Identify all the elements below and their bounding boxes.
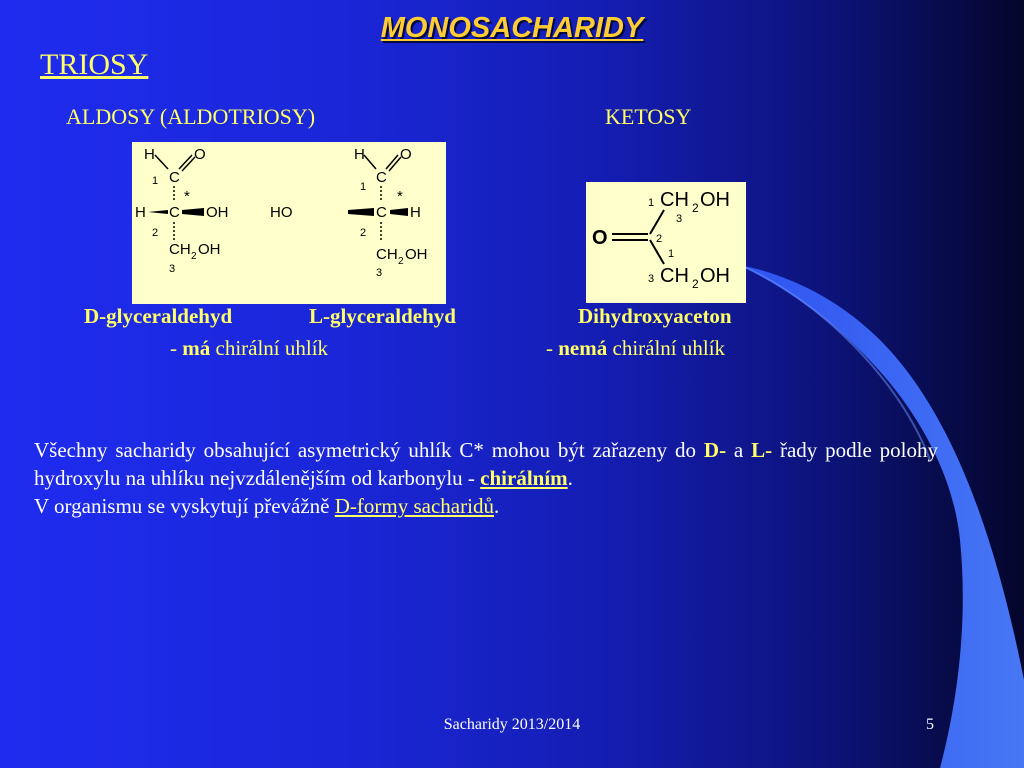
body-text-a: Všechny sacharidy obsahující asymetrický uhlík C* mohou být zařazeny do xyxy=(34,438,704,462)
atom-h: H xyxy=(354,146,365,163)
note-bold: má xyxy=(182,336,211,360)
body-text-c: řady podle polohy hydroxylu na uhlíku nejvzdálenějším od karbonylu - xyxy=(34,438,938,490)
subscript-2-bottom: 2 xyxy=(692,277,699,291)
atom-o: O xyxy=(194,146,206,163)
note-bold: nemá xyxy=(558,336,608,360)
chiral-star: * xyxy=(184,188,190,205)
carbon-number-1: 1 xyxy=(360,181,367,193)
d-glyceraldehyde-structure xyxy=(135,146,229,275)
dihydroxyacetone-structure xyxy=(586,182,746,303)
carbon-number-1: 1 xyxy=(152,175,159,187)
atom-o: O xyxy=(400,146,412,163)
body-text-b: a xyxy=(726,438,752,462)
subscript-2: 2 xyxy=(191,251,197,262)
ketose-chirality-note xyxy=(546,336,725,361)
d-glyceraldehyde-name: D-glyceraldehyd xyxy=(84,304,233,328)
note-rest: chirální uhlík xyxy=(210,336,329,360)
aldose-chirality-note xyxy=(170,336,328,361)
section-heading: TRIOSY xyxy=(40,48,149,81)
carbon-number-2: 2 xyxy=(656,233,663,245)
ch2oh-bottom-ch: CH xyxy=(660,265,689,287)
note-rest: chirální uhlík xyxy=(607,336,726,360)
dihydroxyacetone-name: Dihydroxyaceton xyxy=(578,304,732,328)
ch2oh-top-ch: CH xyxy=(660,189,689,211)
atom-c1: C xyxy=(376,169,387,186)
atom-c1: C xyxy=(169,169,180,186)
note-prefix: - xyxy=(546,336,559,360)
atom-h: H xyxy=(144,146,155,163)
l-glyceraldehyde-name: L-glyceraldehyd xyxy=(309,304,456,328)
group-ho: HO xyxy=(270,204,293,221)
slide-title: MONOSACHARIDY xyxy=(380,12,644,44)
carbon-number-3-bottom: 3 xyxy=(648,273,655,285)
subscript-2: 2 xyxy=(398,256,404,267)
ketoses-heading: KETOSY xyxy=(605,104,692,129)
chiral-term: chirálním xyxy=(480,466,568,490)
carbon-number-3: 3 xyxy=(376,267,383,279)
group-oh: OH xyxy=(206,204,229,221)
body-text-p2: V organismu se vyskytují převážně xyxy=(34,494,335,518)
atom-c2: C xyxy=(169,204,180,221)
note-prefix: - xyxy=(170,336,183,360)
group-ch2oh-oh: OH xyxy=(198,241,221,258)
group-ch2oh-oh: OH xyxy=(405,246,428,263)
carbon-number-2: 2 xyxy=(152,227,159,239)
l-series-label: L- xyxy=(751,438,773,462)
d-series-label: D- xyxy=(703,438,727,462)
glyceraldehyde-structures xyxy=(132,142,446,304)
group-ch2oh-c: CH xyxy=(169,241,191,258)
slide-number: 5 xyxy=(926,716,934,733)
carbonyl-oxygen: O xyxy=(592,227,608,249)
atom-c2: C xyxy=(376,204,387,221)
ch2oh-top-oh: OH xyxy=(700,189,730,211)
body-text-p2-end: . xyxy=(493,494,500,518)
carbon-number-3-top: 3 xyxy=(676,213,683,225)
atom-h-right: H xyxy=(410,204,421,221)
d-forms-link[interactable]: D-formy sacharidů xyxy=(334,494,494,518)
ch2oh-bottom-oh: OH xyxy=(700,265,730,287)
chiral-star: * xyxy=(397,188,403,205)
body-paragraph xyxy=(34,436,938,520)
atom-h-left: H xyxy=(135,204,146,221)
carbon-number-2: 2 xyxy=(360,227,367,239)
carbon-number-3: 3 xyxy=(169,263,176,275)
aldoses-heading: ALDOSY (ALDOTRIOSY) xyxy=(66,104,316,129)
subscript-2-top: 2 xyxy=(692,201,699,215)
body-text-end: . xyxy=(567,466,573,490)
footer-text: Sacharidy 2013/2014 xyxy=(443,716,581,733)
l-glyceraldehyde-structure xyxy=(270,146,428,279)
group-ch2oh-c: CH xyxy=(376,246,398,263)
carbon-number-1-bottom: 1 xyxy=(668,248,675,260)
carbon-number-1: 1 xyxy=(648,197,655,209)
